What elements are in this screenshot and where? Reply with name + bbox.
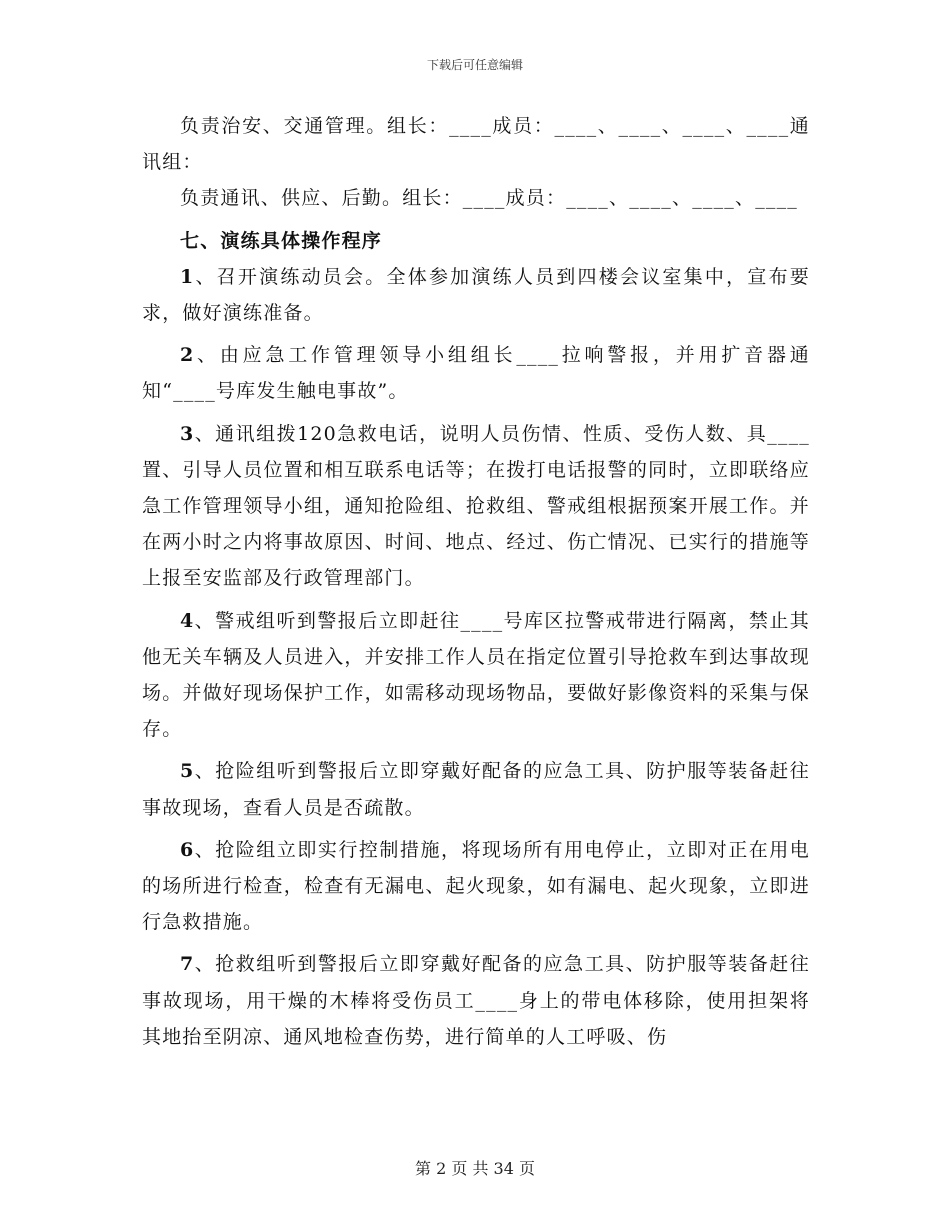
section-heading: [142, 223, 810, 259]
step-paragraph: [142, 603, 810, 748]
step-text: 、抢险组立即实行控制措施，将现场所有用电停止，立即对正在用电的场所进行检查，检查有无漏电、起火现象，如有漏电、起火现象，立即进行急救措施。: [142, 838, 810, 934]
paragraph-communication-group: [142, 180, 810, 216]
step-number: 6: [180, 838, 195, 861]
step-paragraph: [142, 753, 810, 825]
step-text: 、抢险组听到警报后立即穿戴好配备的应急工具、防护服等装备赶往事故现场，查看人员是否疏散。: [142, 760, 810, 819]
step-number: 3: [180, 422, 195, 445]
step-number: 1: [180, 265, 195, 288]
step-text: 、警戒组听到警报后立即赶往____号库区拉警戒带进行隔离，禁止其他无关车辆及人员进入，并安排工作人员在指定位置引导抢救车到达事故现场。并做好现场保护工作，如需移动现场物品，要做好影像资料的采集与保存。: [142, 609, 810, 741]
step-paragraph: [142, 416, 810, 597]
page-footer: 第 2 页 共 34 页: [415, 1159, 535, 1178]
step-number: 2: [180, 344, 195, 367]
paragraph-text: 负责治安、交通管理。组长：____成员：____、____、____、____通讯组：: [142, 115, 810, 174]
step-paragraph: [142, 337, 810, 409]
step-text: 、由应急工作管理领导小组组长____拉响警报，并用扩音器通知“____号库发生触电事故”。: [142, 344, 810, 403]
step-number: 5: [180, 760, 195, 783]
step-text: 、召开演练动员会。全体参加演练人员到四楼会议室集中，宣布要求，做好演练准备。: [142, 265, 810, 325]
step-text: 、通讯组拨120急救电话，说明人员伤情、性质、受伤人数、具____置、引导人员位置和相互联系电话等；在拨打电话报警的同时，立即联络应急工作管理领导小组，通知抢险组、抢救组、警戒组根据预案开展工作。并在两小时之内将事故原因、时间、地点、经过、伤亡情况、已实行的措施等上报至安监部及行政管理部门。: [142, 422, 810, 590]
page-header: 下载后可任意编辑: [426, 58, 523, 72]
step-text: 、抢救组听到警报后立即穿戴好配备的应急工具、防护服等装备赶往事故现场，用干燥的木棒将受伤员工____身上的带电体移除，使用担架将其地抬至阴凉、通风地检查伤势，进行简单的人工呼吸、伤: [142, 953, 810, 1048]
paragraph-text: 负责通讯、供应、后勤。组长：____成员：____、____、____、____: [180, 187, 799, 210]
step-paragraph: [142, 946, 810, 1055]
step-paragraph: [142, 259, 810, 331]
document-body: [142, 108, 810, 1055]
step-number: 4: [180, 609, 195, 632]
step-paragraph: [142, 832, 810, 941]
paragraph-security-group: [142, 108, 810, 180]
step-number: 7: [180, 953, 195, 976]
heading-text: 七、演练具体操作程序: [180, 229, 383, 252]
